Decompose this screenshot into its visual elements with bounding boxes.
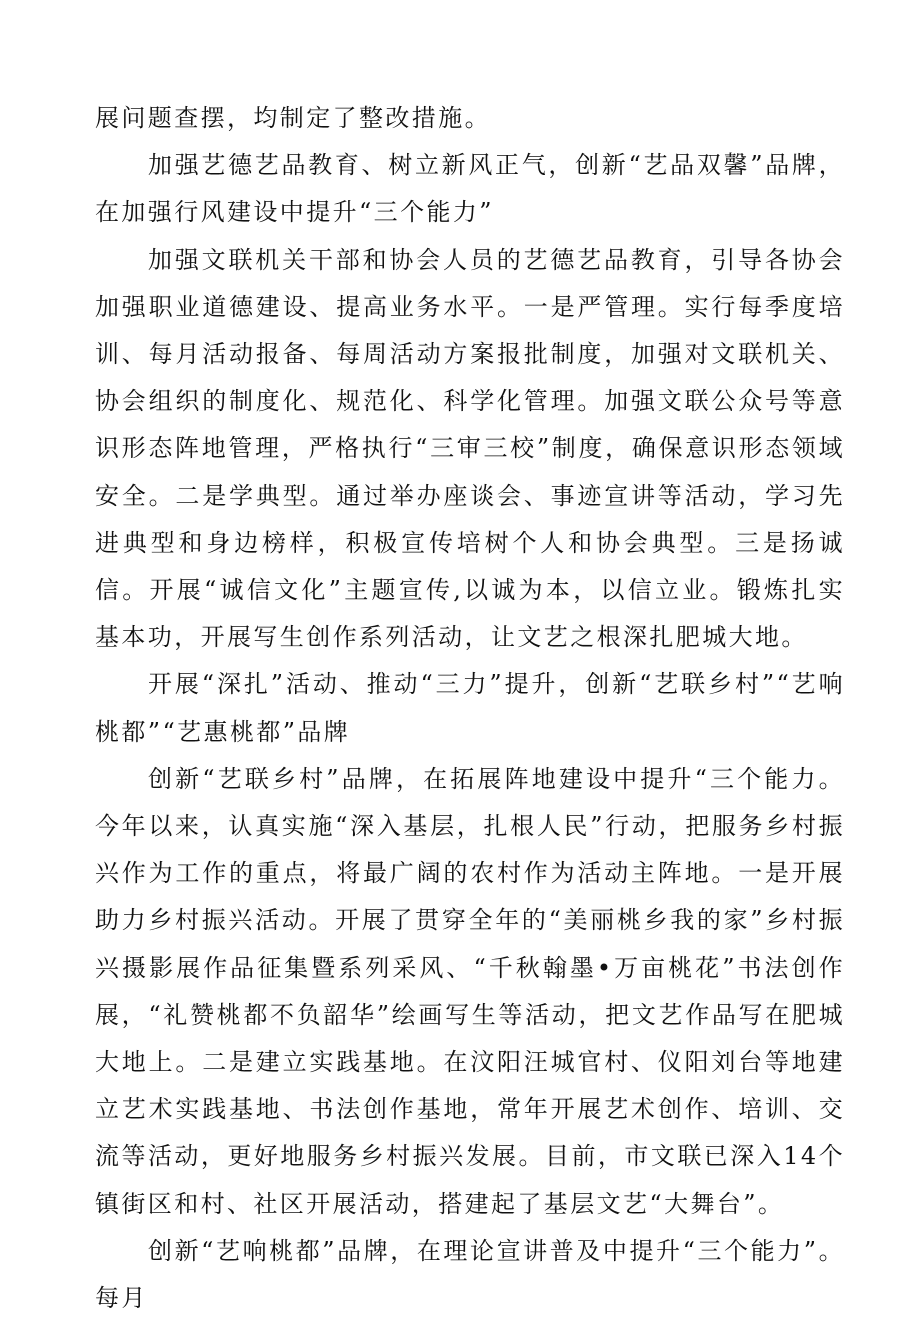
section-heading-deep-rooted-activities: 开展“深扎”活动、推动“三力”提升，创新“艺联乡村”“艺响桃都”“艺惠桃都”品牌 bbox=[95, 670, 845, 746]
paragraph-ethics-education: 加强文联机关干部和协会人员的艺德艺品教育，引导各协会加强职业道德建设、提高业务水平。一是严管理。实行每季度培训、每月活动报备、每周活动方案报批制度，加强对文联机关、协会组织的制度化、规范化、科学化管理。加强文联公众号等意识形态阵地管理，严格执行“三审三校”制度，确保意识形态领域安全。二是学典型。通过举办座谈会、事迹宣讲等活动，学习先进典型和身边榜样，积极宣传培树个人和协会典型。三是扬诚信。开展“诚信文化”主题宣传,以诚为本，以信立业。锻炼扎实基本功，开展写生创作系列活动，让文艺之根深扎肥城大地。 bbox=[95, 245, 845, 652]
section-heading-ethics-education: 加强艺德艺品教育、树立新风正气，创新“艺品双馨”品牌，在加强行风建设中提升“三个能力” bbox=[95, 151, 845, 227]
paragraph-yixiang-taodu: 创新“艺响桃都”品牌，在理论宣讲普及中提升“三个能力”。每月 bbox=[95, 1236, 845, 1313]
paragraph-yilian-village: 创新“艺联乡村”品牌，在拓展阵地建设中提升“三个能力。今年以来，认真实施“深入基层，扎根人民”行动，把服务乡村振兴作为工作的重点，将最广阔的农村作为活动主阵地。一是开展助力乡村振兴活动。开展了贯穿全年的“美丽桃乡我的家”乡村振兴摄影展作品征集暨系列采风、“千秋翰墨•万亩桃花”书法创作展，“礼赞桃都不负韶华”绘画写生等活动，把文艺作品写在肥城大地上。二是建立实践基地。在汶阳汪城官村、仪阳刘台等地建立艺术实践基地、书法创作基地，常年开展艺术创作、培训、交流等活动，更好地服务乡村振兴发展。目前，市文联已深入14个镇街区和村、社区开展活动，搭建起了基层文艺“大舞台”。 bbox=[95, 764, 845, 1218]
paragraph-continuation: 展问题查摆，均制定了整改措施。 bbox=[95, 104, 491, 132]
document-page bbox=[95, 95, 845, 1322]
